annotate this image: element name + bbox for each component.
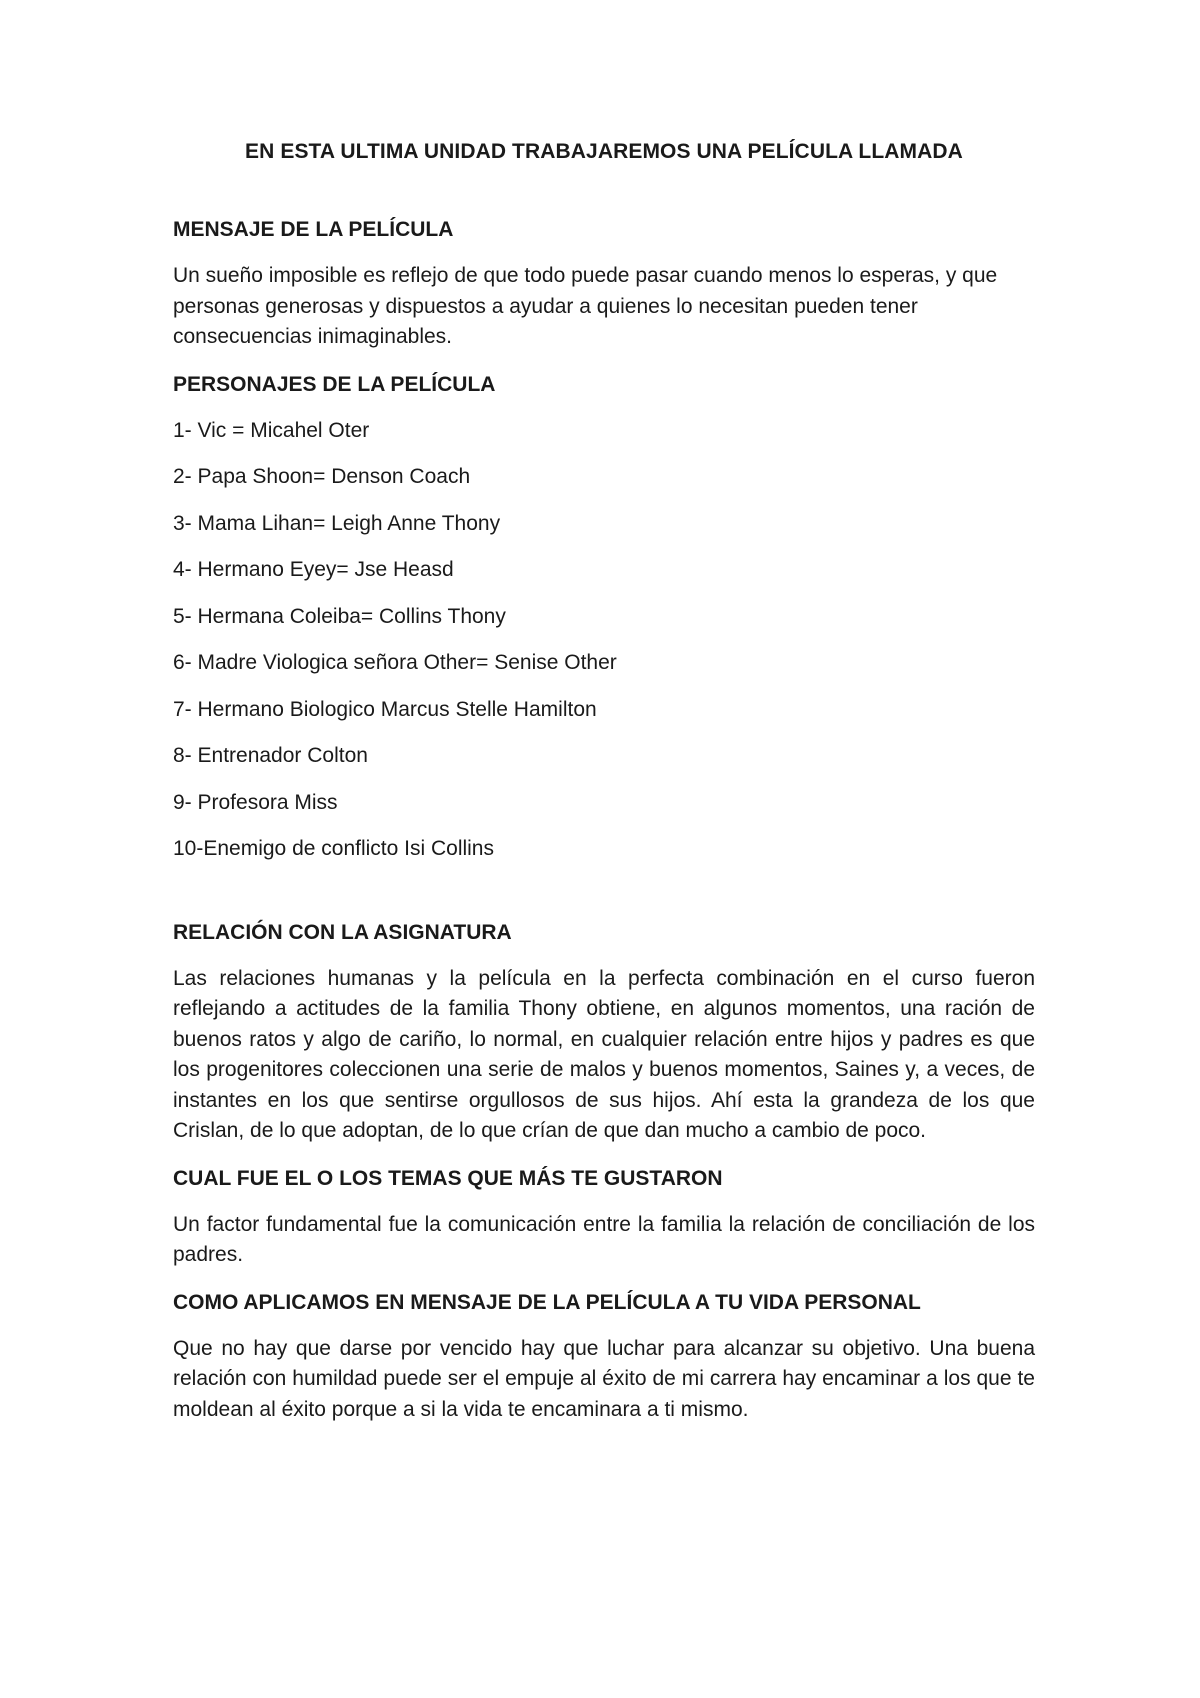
message-section [173,214,1035,353]
themes-heading: CUAL FUE EL O LOS TEMAS QUE MÁS TE GUSTARON [173,1166,723,1190]
characters-heading: PERSONAJES DE LA PELÍCULA [173,372,496,396]
character-item: 7- Hermano Biologico Marcus Stelle Hamilton [173,697,597,721]
message-text: Un sueño imposible es reflejo de que todo puede pasar cuando menos lo esperas, y que personas generosas y dispuestos a ayudar a quienes lo necesitan pueden tener consecuencias inimaginables. [173,264,998,348]
apply-section [173,1287,1035,1426]
themes-section [173,1163,1035,1271]
character-item: 5- Hermana Coleiba= Collins Thony [173,604,506,628]
apply-text: Que no hay que darse por vencido hay que luchar para alcanzar su objetivo. Una buena relación con humildad puede ser el empuje al éxito de mi carrera hay encaminar a los que te moldean al éxito porque a si la vida te encaminara a ti mismo. [173,1336,1035,1421]
character-item: 6- Madre Viologica señora Other= Senise Other [173,651,617,674]
character-item: 1- Vic = Micahel Oter [173,418,370,442]
apply-heading: COMO APLICAMOS EN MENSAJE DE LA PELÍCULA A TU VIDA PERSONAL [173,1290,921,1314]
relation-section [173,917,1035,1147]
relation-text: Las relaciones humanas y la película en la perfecta combinación en el curso fueron reflejando a actitudes de la familia Thony obtiene, en algunos momentos, una ración de buenos ratos y algo de cariño, lo normal, en cualquier relación entre hijos y padres es que los progenitores coleccionen una serie de malos y buenos momentos, Saines y, a veces, de instantes en los que sentirse orgullosos de sus hijos. Ahí esta la grandeza de los que Crislan, de lo que adoptan, de lo que crían de que dan mucho a cambio de poco. [173,966,1035,1142]
message-heading: MENSAJE DE LA PELÍCULA [173,218,454,241]
document-body [173,140,1035,1441]
relation-heading: RELACIÓN CON LA ASIGNATURA [173,920,512,944]
character-item: 8- Entrenador Colton [173,744,368,767]
characters-list [173,416,1035,865]
section-spacer [173,881,1035,917]
themes-text: Un factor fundamental fue la comunicación entre la familia la relación de conciliación de los padres. [173,1212,1035,1266]
character-item: 4- Hermano Eyey= Jse Heasd [173,558,454,581]
document-title: EN ESTA ULTIMA UNIDAD TRABAJAREMOS UNA PELÍCULA LLAMADA [245,140,963,163]
character-item: 10-Enemigo de conflicto Isi Collins [173,837,494,860]
characters-section [173,369,1035,865]
character-item: 2- Papa Shoon= Denson Coach [173,465,471,488]
character-item: 3- Mama Lihan= Leigh Anne Thony [173,511,501,535]
character-item: 9- Profesora Miss [173,790,338,814]
